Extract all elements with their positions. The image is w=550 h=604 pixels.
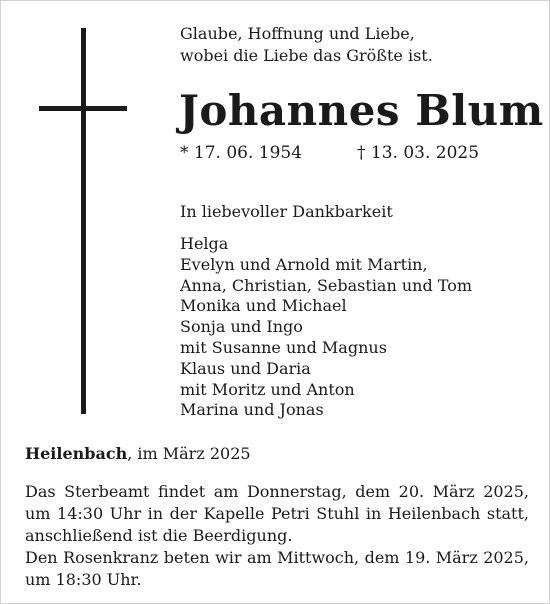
mourner-entry: Sonja und Ingo <box>180 317 303 337</box>
mourner-entry: Marina und Jonas <box>180 400 324 420</box>
funeral-info <box>25 481 529 591</box>
gratitude-line: In liebevoller Dankbarkeit <box>180 202 393 221</box>
place-date-line <box>25 443 251 465</box>
mourner-entry: mit Susanne und Magnus <box>180 337 387 357</box>
motto-line: Glaube, Hoffnung und Liebe, <box>180 24 415 43</box>
mourner-entry: Monika und Michael <box>180 296 347 316</box>
funeral-line: Das Sterbeamt findet am Donnerstag, dem 20. März 2025, <box>25 482 529 501</box>
mourner-entry: Klaus und Daria <box>180 358 311 378</box>
funeral-line: um 18:30 Uhr. <box>25 570 142 589</box>
mourner-entry: Helga <box>180 234 229 253</box>
cross-horizontal-bar <box>39 106 127 111</box>
funeral-line: Den Rosenkranz beten wir am Mittwoch, dem 19. März 2025, <box>25 548 529 567</box>
funeral-line: anschließend ist die Beerdigung. <box>25 526 293 545</box>
mourner-entry: Anna, Christian, Sebastian und Tom <box>180 275 473 295</box>
mourner-entry: mit Moritz und Anton <box>180 379 355 399</box>
cross-vertical-bar <box>81 28 86 414</box>
place-date: , im März 2025 <box>127 444 251 463</box>
birth-date: * 17. 06. 1954 <box>180 143 303 163</box>
deceased-name: Johannes Blum <box>179 86 544 135</box>
motto <box>180 23 433 67</box>
mourner-entry: Evelyn und Arnold mit Martin, <box>180 254 428 274</box>
motto-line: wobei die Liebe das Größte ist. <box>180 46 433 65</box>
funeral-line: um 14:30 Uhr in der Kapelle Petri Stuhl in Heilenbach statt, <box>25 504 529 523</box>
mourners-list <box>180 234 472 421</box>
death-date: † 13. 03. 2025 <box>357 143 480 163</box>
place-name: Heilenbach <box>25 444 128 463</box>
